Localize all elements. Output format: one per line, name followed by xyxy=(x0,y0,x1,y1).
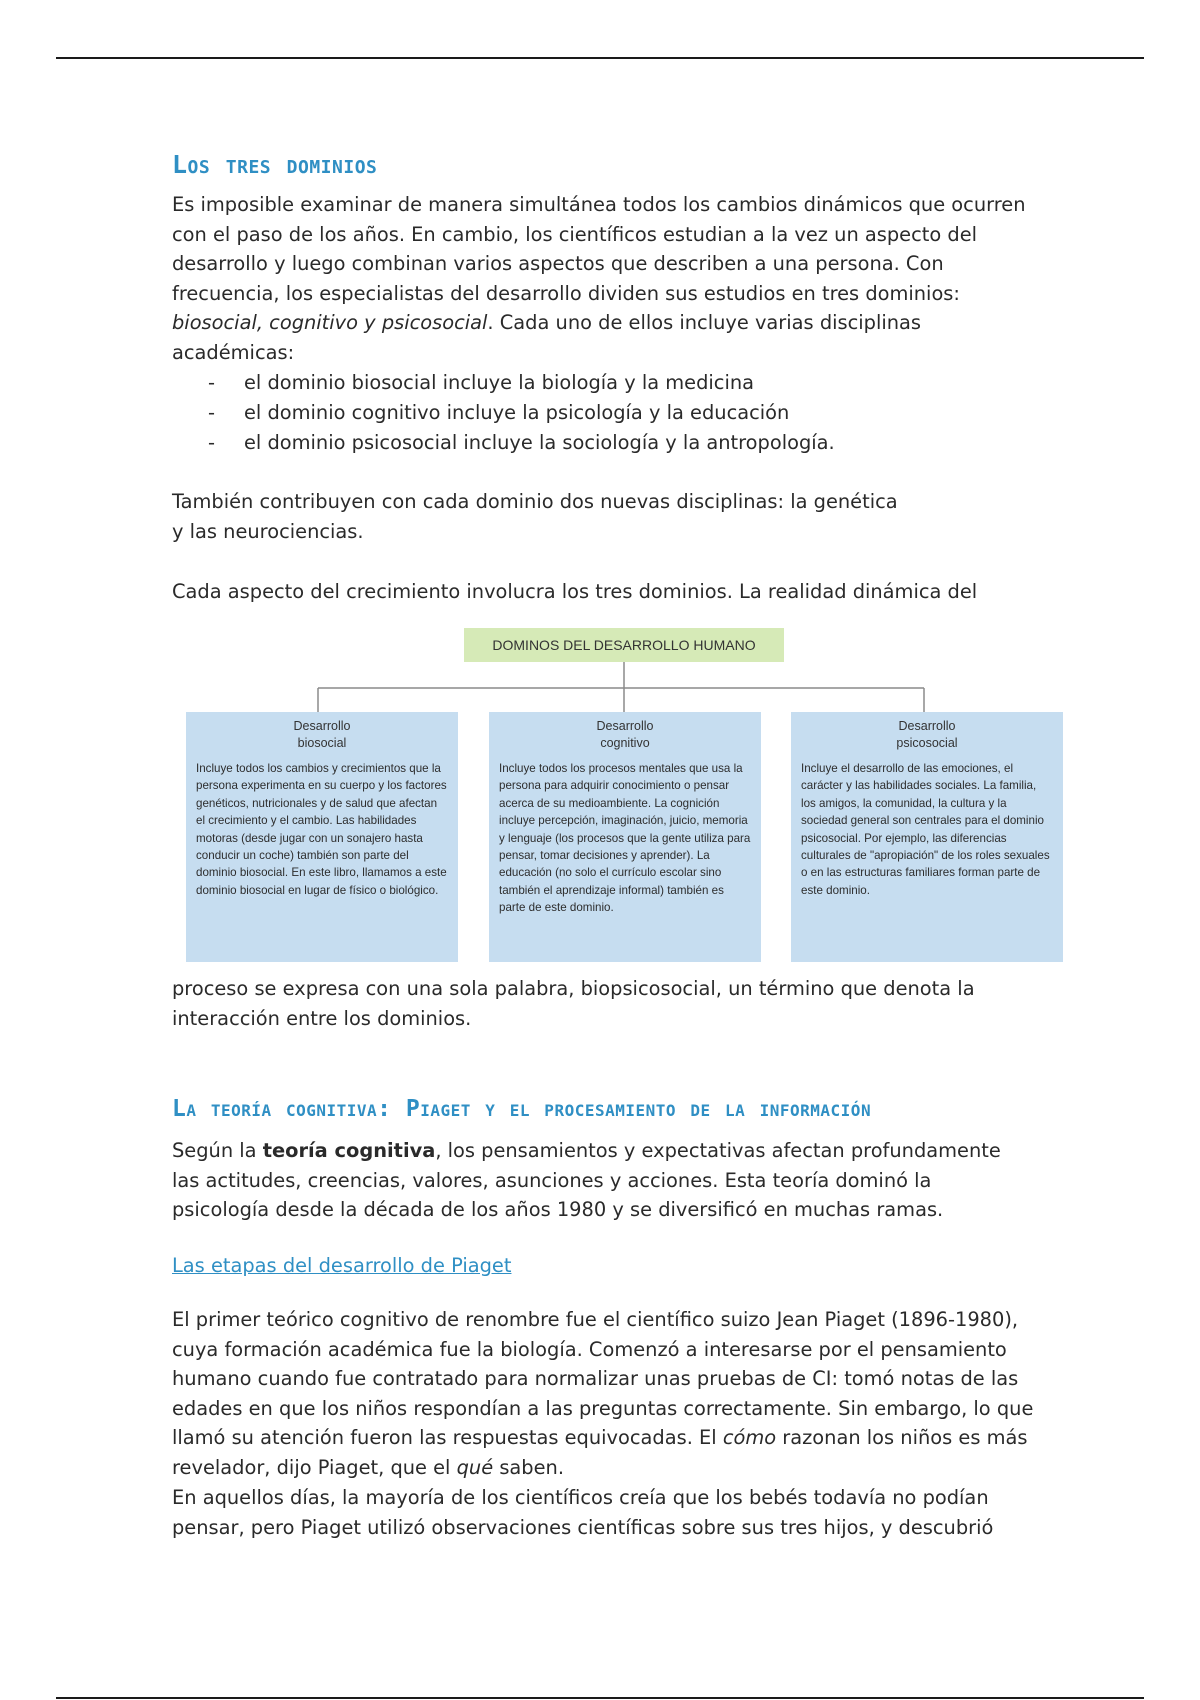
text: saben. xyxy=(493,1455,564,1479)
cognitive-box xyxy=(489,712,761,962)
section-heading-teoria-cognitiva: La teoría cognitiva: Piaget y el procesamiento de la información xyxy=(172,1096,872,1122)
disciplines-list xyxy=(172,368,835,458)
box-text: Incluye el desarrollo de las emociones, el carácter y las habilidades sociales. La familia, los amigos, la comunidad, la cultura y la sociedad general son centrales para el dominio psicosocial. Por ejemplo, las diferencias culturales de "apropiación" de los roles sexuales o en las estructuras familiares forman parte de este dominio. xyxy=(801,762,1050,897)
box-title: Desarrollo biosocial xyxy=(293,719,351,750)
italic-word: qué xyxy=(456,1455,494,1479)
psychosocial-box xyxy=(791,712,1063,962)
piaget-paragraph xyxy=(172,1305,1052,1482)
list-item-text: el dominio cognitivo incluye la psicología y la educación xyxy=(244,401,790,424)
domains-diagram xyxy=(168,620,1062,972)
bullet-dash: - xyxy=(208,371,215,394)
bullet-dash: - xyxy=(208,401,215,424)
text: razonan los niños es más revelador, dijo Piaget, que el xyxy=(172,1426,1028,1479)
domains-italic: biosocial, cognitivo y psicosocial xyxy=(172,311,488,334)
text: El primer teórico cognitivo de renombre fue el científico suizo Jean Piaget (1896-1980), cuya formación académica fue la biología. Comenzó a interesarse por el pensamiento humano cuando fue contratado para normalizar unas pruebas de CI: tomó notas de las edades en que los niños respondían a las preguntas correctamente. Sin embargo, lo que llamó su atención fueron las respuestas equivocadas. El xyxy=(172,1308,1034,1449)
list-item-text: el dominio psicosocial incluye la sociología y la antropología. xyxy=(244,431,835,454)
babies-paragraph: En aquellos días, la mayoría de los científicos creía que los bebés todavía no podían pensar, pero Piaget utilizó observaciones científicas sobre sus tres hijos, y descubrió xyxy=(172,1486,994,1539)
list-item-text: el dominio biosocial incluye la biología y la medicina xyxy=(244,371,755,394)
bullet-dash: - xyxy=(208,431,215,454)
box-title: Desarrollo cognitivo xyxy=(596,719,654,750)
bottom-rule xyxy=(56,1697,1144,1699)
list-item xyxy=(172,368,835,398)
intro-paragraph xyxy=(172,190,1032,367)
growth-paragraph-start: Cada aspecto del crecimiento involucra los tres dominios. La realidad dinámica del xyxy=(172,580,978,603)
text: Según la xyxy=(172,1139,263,1162)
section-heading-tres-dominios: Los tres dominios xyxy=(172,150,378,179)
intro-text: Es imposible examinar de manera simultánea todos los cambios dinámicos que ocurren con el paso de los años. En cambio, los científicos estudian a la vez un aspecto del desarrollo y luego combinan varios aspectos que describen a una persona. Con frecuencia, los especialistas del desarrollo dividen sus estudios en tres dominios: xyxy=(172,193,1026,305)
box-text: Incluye todos los cambios y crecimientos que la persona experimenta en su cuerpo y los factores genéticos, nutricionales y de salud que afectan el crecimiento y el cambio. Las habilidades motoras (desde jugar con un sonajero hasta conducir un coche) también son parte del dominio biosocial. En este libro, llamamos a este dominio biosocial en lugar de físico o biológico. xyxy=(196,762,447,897)
piaget-stages-link[interactable]: Las etapas del desarrollo de Piaget xyxy=(172,1254,512,1277)
growth-paragraph-end: proceso se expresa con una sola palabra, biopsicosocial, un término que denota la interacción entre los dominios. xyxy=(172,977,975,1030)
cognitive-theory-paragraph xyxy=(172,1136,1032,1225)
top-rule xyxy=(56,57,1144,59)
box-title: Desarrollo psicosocial xyxy=(896,719,958,750)
intro-text-end: . Cada uno de ellos incluye varias disciplinas académicas: xyxy=(172,311,922,364)
italic-word: cómo xyxy=(722,1426,777,1449)
list-item xyxy=(172,428,835,458)
diagram-title: DOMINOS DEL DESARROLLO HUMANO xyxy=(464,628,784,662)
genetics-paragraph: También contribuyen con cada dominio dos nuevas disciplinas: la genética y las neurociencias. xyxy=(172,490,898,543)
text: , los pensamientos y expectativas afectan profundamente las actitudes, creencias, valores, asunciones y acciones. Esta teoría dominó la psicología desde la década de los años 1980 y se diversificó en muchas ramas. xyxy=(172,1139,1001,1221)
bold-term: teoría cognitiva xyxy=(262,1139,436,1162)
box-text: Incluye todos los procesos mentales que usa la persona para adquirir conocimiento o pensar acerca de su medioambiente. La cognición incluye percepción, imaginación, juicio, memoria y lenguaje (los procesos que la gente utiliza para pensar, tomar decisiones y aprender). La educación (no solo el currículo escolar sino también el aprendizaje informal) también es parte de este dominio. xyxy=(499,762,751,915)
list-item xyxy=(172,398,835,428)
biosocial-box xyxy=(186,712,458,962)
